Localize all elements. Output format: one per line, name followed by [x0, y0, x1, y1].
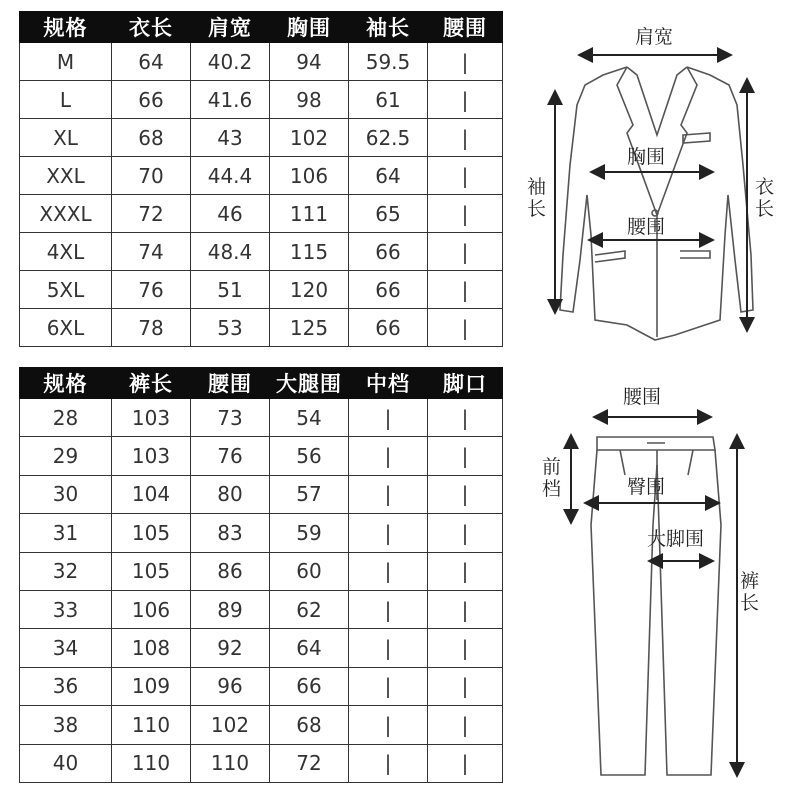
jacket-table-cell: M	[20, 43, 112, 81]
jacket-table-cell: 98	[270, 81, 349, 119]
pants-measurement-diagram	[525, 375, 787, 785]
pants-table-cell: 59	[270, 514, 349, 552]
pants-table-cell: 83	[191, 514, 270, 552]
pants-hip-label: 臀围	[627, 476, 666, 498]
jacket-table-cell: 66	[112, 81, 191, 119]
pants-length-label-1: 裤	[740, 570, 760, 592]
jacket-header-cell: 肩宽	[191, 12, 270, 43]
jacket-table-cell: 64	[349, 157, 428, 195]
jacket-table-cell: 74	[112, 233, 191, 271]
pants-table-cell: 34	[20, 629, 112, 667]
pants-table-cell: 56	[270, 437, 349, 475]
jacket-table-cell: 48.4	[191, 233, 270, 271]
jacket-table-cell: XL	[20, 119, 112, 157]
jacket-table-row	[20, 157, 503, 195]
jacket-table-cell: 78	[112, 309, 191, 347]
jacket-outline	[560, 67, 753, 340]
jacket-table-cell: 62.5	[349, 119, 428, 157]
jacket-table-cell: 111	[270, 195, 349, 233]
pants-table-cell: 110	[112, 744, 191, 782]
jacket-sleeve-label-1: 袖	[527, 176, 547, 198]
pants-table-cell: 110	[191, 744, 270, 782]
pants-table-cell: 73	[191, 399, 270, 437]
pants-header-cell: 大腿围	[270, 368, 349, 399]
jacket-sleeve-label-2: 长	[527, 198, 547, 220]
jacket-table-cell: |	[428, 233, 503, 271]
pants-table-cell: |	[349, 590, 428, 628]
pants-table-cell: |	[428, 475, 503, 513]
jacket-table-cell: 125	[270, 309, 349, 347]
pants-table-cell: 105	[112, 552, 191, 590]
jacket-chest-label: 胸围	[627, 146, 666, 168]
pants-table-cell: 66	[270, 667, 349, 705]
pants-table-cell: 103	[112, 437, 191, 475]
pants-table-cell: 38	[20, 706, 112, 744]
pants-table-cell: 72	[270, 744, 349, 782]
pants-body	[20, 399, 503, 783]
jacket-header-cell: 腰围	[428, 12, 503, 43]
pants-table-cell: |	[428, 744, 503, 782]
jacket-table-cell: 4XL	[20, 233, 112, 271]
pants-table-cell: 86	[191, 552, 270, 590]
pants-table-cell: 80	[191, 475, 270, 513]
pants-table-cell: 96	[191, 667, 270, 705]
pants-table-cell: |	[349, 399, 428, 437]
jacket-table-cell: 66	[349, 271, 428, 309]
jacket-table-row	[20, 233, 503, 271]
pants-table-cell: |	[428, 552, 503, 590]
pants-table-cell: 54	[270, 399, 349, 437]
pants-table-cell: |	[428, 399, 503, 437]
jacket-table-cell: 5XL	[20, 271, 112, 309]
pants-table-cell: |	[428, 437, 503, 475]
jacket-table-cell: 94	[270, 43, 349, 81]
pants-table-row	[20, 514, 503, 552]
pants-header-cell: 腰围	[191, 368, 270, 399]
jacket-table-cell: 44.4	[191, 157, 270, 195]
jacket-table-cell: 43	[191, 119, 270, 157]
jacket-table-cell: 46	[191, 195, 270, 233]
jacket-length-label-2: 长	[755, 198, 775, 220]
jacket-length-label-1: 衣	[755, 176, 775, 198]
jacket-table-cell: 66	[349, 233, 428, 271]
jacket-table-cell: 115	[270, 233, 349, 271]
jacket-table-cell: 66	[349, 309, 428, 347]
jacket-table-cell: 65	[349, 195, 428, 233]
jacket-table-row	[20, 195, 503, 233]
pants-table-cell: |	[349, 629, 428, 667]
pants-table-cell: 103	[112, 399, 191, 437]
jacket-table-cell: 51	[191, 271, 270, 309]
pants-table-cell: |	[428, 706, 503, 744]
pants-table-cell: |	[349, 706, 428, 744]
pants-table-cell: 28	[20, 399, 112, 437]
pants-table-cell: 110	[112, 706, 191, 744]
pants-table-cell: |	[349, 552, 428, 590]
pants-table-row	[20, 629, 503, 667]
jacket-shoulder-label: 肩宽	[635, 26, 674, 48]
pants-table-cell: 105	[112, 514, 191, 552]
jacket-body	[20, 43, 503, 347]
pants-table-cell: 76	[191, 437, 270, 475]
pants-table-row	[20, 667, 503, 705]
jacket-table-cell: 120	[270, 271, 349, 309]
pants-table-row	[20, 744, 503, 782]
jacket-header-cell: 规格	[20, 12, 112, 43]
pants-rise-label-1: 前	[542, 456, 562, 478]
jacket-table-row	[20, 81, 503, 119]
jacket-table-cell: 70	[112, 157, 191, 195]
pants-header-cell: 规格	[20, 368, 112, 399]
jacket-table-cell: 106	[270, 157, 349, 195]
pants-table-cell: 68	[270, 706, 349, 744]
pants-table-cell: 31	[20, 514, 112, 552]
pants-table-cell: 104	[112, 475, 191, 513]
pants-table-cell: 33	[20, 590, 112, 628]
jacket-table-row	[20, 309, 503, 347]
jacket-table-cell: |	[428, 81, 503, 119]
pants-table-cell: 89	[191, 590, 270, 628]
jacket-table-cell: |	[428, 271, 503, 309]
jacket-table-cell: L	[20, 81, 112, 119]
jacket-table-row	[20, 119, 503, 157]
jacket-table-cell: 76	[112, 271, 191, 309]
pants-table-cell: 64	[270, 629, 349, 667]
jacket-measurement-diagram	[515, 15, 785, 345]
jacket-table-cell: 68	[112, 119, 191, 157]
pants-header-cell: 裤长	[112, 368, 191, 399]
pants-table-row	[20, 706, 503, 744]
pants-table-cell: |	[349, 514, 428, 552]
jacket-table-row	[20, 43, 503, 81]
jacket-table-cell: 53	[191, 309, 270, 347]
jacket-header-row	[20, 12, 503, 43]
jacket-table-cell: 41.6	[191, 81, 270, 119]
pants-table-row	[20, 399, 503, 437]
pants-waist-label: 腰围	[623, 386, 662, 408]
jacket-table-cell: |	[428, 157, 503, 195]
pants-table-cell: |	[428, 590, 503, 628]
pants-table-cell: 40	[20, 744, 112, 782]
pants-table-cell: |	[428, 629, 503, 667]
jacket-table-cell: |	[428, 195, 503, 233]
pants-header-row	[20, 368, 503, 399]
jacket-header-cell: 袖长	[349, 12, 428, 43]
jacket-table-cell: 6XL	[20, 309, 112, 347]
pants-size-table	[19, 367, 503, 783]
jacket-table-cell: XXXL	[20, 195, 112, 233]
pants-table-cell: |	[349, 475, 428, 513]
jacket-table-cell: XXL	[20, 157, 112, 195]
pants-header-cell: 中档	[349, 368, 428, 399]
jacket-table-row	[20, 271, 503, 309]
pants-table-cell: |	[428, 667, 503, 705]
jacket-header-cell: 胸围	[270, 12, 349, 43]
pants-rise-label-2: 档	[542, 478, 562, 500]
pants-table-cell: |	[349, 667, 428, 705]
pants-table-cell: 102	[191, 706, 270, 744]
pants-table-cell: |	[349, 437, 428, 475]
pants-table-cell: 36	[20, 667, 112, 705]
jacket-waist-label: 腰围	[627, 216, 666, 238]
pants-length-label-2: 长	[740, 592, 760, 614]
pants-table-row	[20, 475, 503, 513]
jacket-table-cell: |	[428, 309, 503, 347]
jacket-arrows	[555, 55, 747, 325]
jacket-table-cell: 102	[270, 119, 349, 157]
pants-table-cell: |	[349, 744, 428, 782]
pants-table-cell: 57	[270, 475, 349, 513]
jacket-table-cell: 64	[112, 43, 191, 81]
pants-thigh-label: 大脚围	[647, 528, 705, 550]
jacket-table-cell: 61	[349, 81, 428, 119]
jacket-table-cell: 72	[112, 195, 191, 233]
jacket-header-cell: 衣长	[112, 12, 191, 43]
pants-table-cell: 62	[270, 590, 349, 628]
pants-table-row	[20, 437, 503, 475]
jacket-table-cell: 40.2	[191, 43, 270, 81]
pants-table-row	[20, 552, 503, 590]
pants-table-row	[20, 590, 503, 628]
jacket-table-cell: 59.5	[349, 43, 428, 81]
pants-table-cell: 32	[20, 552, 112, 590]
pants-header-cell: 脚口	[428, 368, 503, 399]
pants-table-cell: 30	[20, 475, 112, 513]
pants-table-cell: 109	[112, 667, 191, 705]
pants-table-cell: |	[428, 514, 503, 552]
jacket-size-table	[19, 11, 503, 347]
pants-table-cell: 106	[112, 590, 191, 628]
jacket-table-cell: |	[428, 119, 503, 157]
pants-table-cell: 108	[112, 629, 191, 667]
jacket-table-cell: |	[428, 43, 503, 81]
pants-table-cell: 60	[270, 552, 349, 590]
pants-table-cell: 92	[191, 629, 270, 667]
pants-table-cell: 29	[20, 437, 112, 475]
